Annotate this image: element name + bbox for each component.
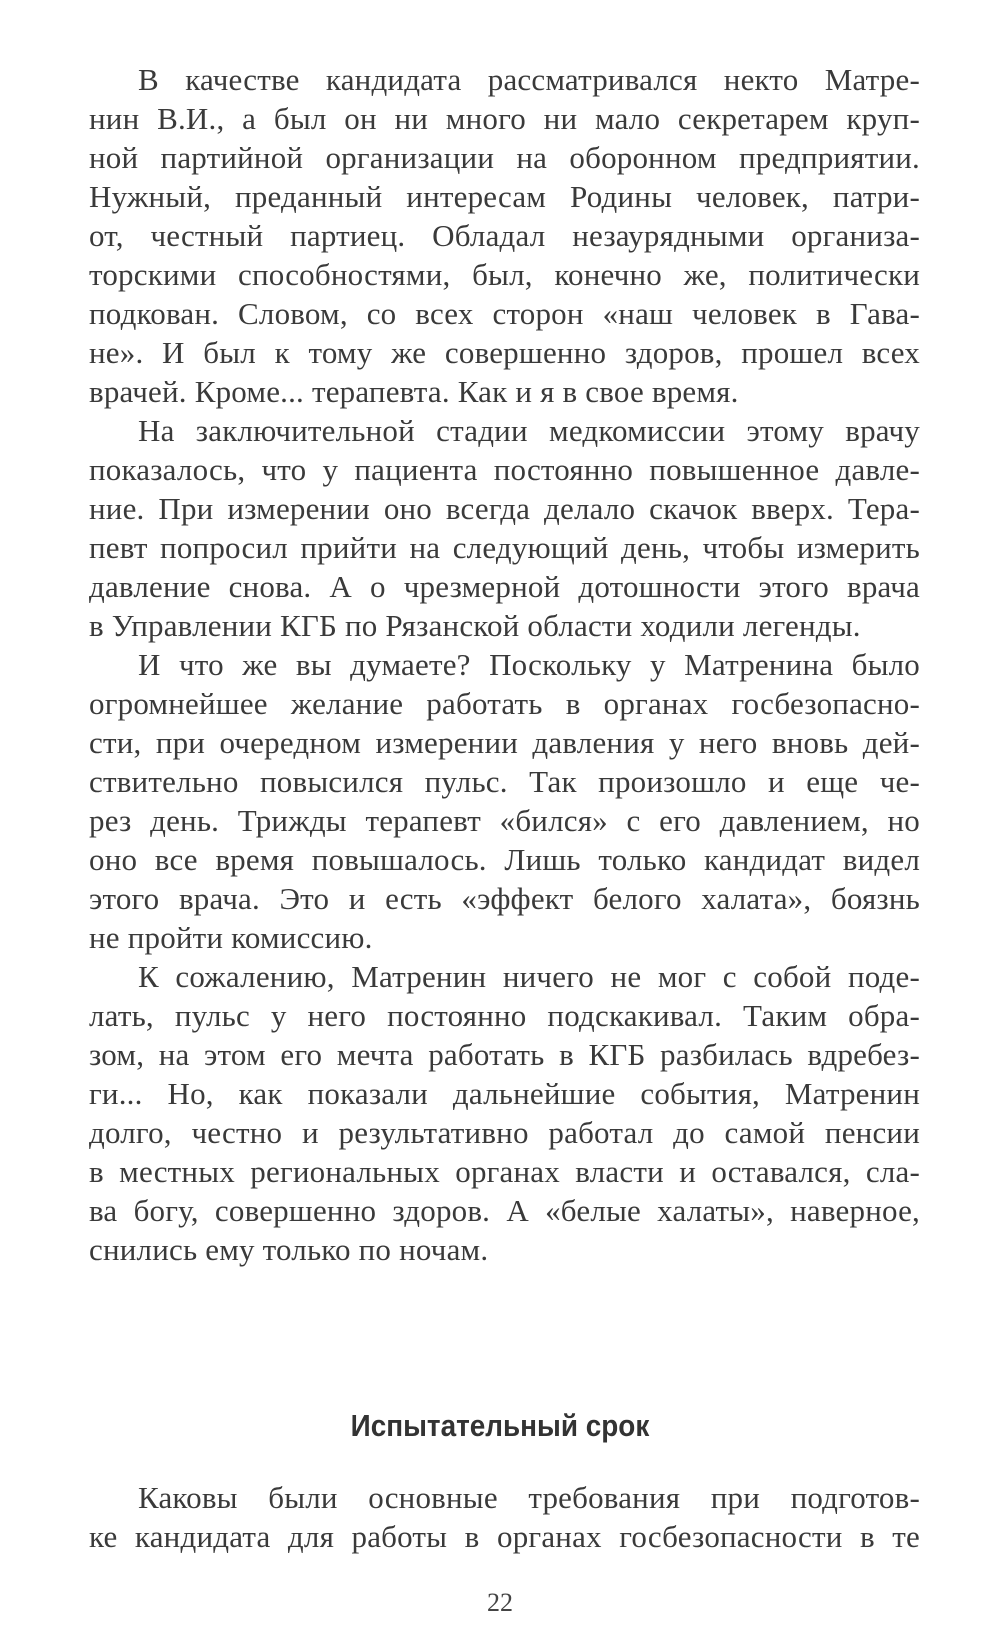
text-line: И что же вы думаете? Поскольку у Матренина было: [138, 647, 920, 682]
text-line: не пройти комиссию.: [89, 920, 373, 955]
text-line: долго, честно и результативно работал до самой пенсии: [89, 1115, 920, 1150]
text-line: ва богу, совершенно здоров. А «белые халаты», наверное,: [89, 1193, 920, 1228]
text-line: огромнейшее желание работать в органах госбезопасно-: [89, 686, 920, 721]
text-line: оно все время повышалось. Лишь только кандидат видел: [89, 842, 920, 877]
text-line: в местных региональных органах власти и оставался, сла-: [89, 1154, 920, 1189]
text-line: давление снова. А о чрезмерной дотошности этого врача: [89, 569, 920, 604]
text-line: врачей. Кроме... терапевта. Как и я в свое время.: [89, 374, 739, 409]
text-line: этого врача. Это и есть «эффект белого халата», боязнь: [89, 881, 920, 916]
text-line: ной партийной организации на оборонном предприятии.: [89, 140, 920, 175]
text-line: зом, на этом его мечта работать в КГБ разбилась вдребез-: [89, 1037, 920, 1072]
text-line: в Управлении КГБ по Рязанской области ходили легенды.: [89, 608, 861, 643]
text-line: ке кандидата для работы в органах госбезопасности в те: [89, 1519, 920, 1554]
text-line: ствительно повысился пульс. Так произошло и еще че-: [89, 764, 920, 799]
text-line: подкован. Словом, со всех сторон «наш человек в Гава-: [89, 296, 920, 331]
text-line: нин В.И., а был он ни много ни мало секретарем круп-: [89, 101, 920, 136]
text-line: показалось, что у пациента постоянно повышенное давле-: [89, 452, 920, 487]
text-line: В качестве кандидата рассматривался некто Матре-: [138, 62, 920, 97]
text-line: сти, при очередном измерении давления у него вновь дей-: [89, 725, 920, 760]
text-line: лать, пульс у него постоянно подскакивал. Таким обра-: [89, 998, 920, 1033]
text-line: от, честный партиец. Обладал незаурядными организа-: [89, 218, 920, 253]
text-line: Каковы были основные требования при подготов-: [138, 1480, 920, 1515]
text-line: ги... Но, как показали дальнейшие события, Матренин: [89, 1076, 920, 1111]
text-line: К сожалению, Матренин ничего не мог с собой поде-: [138, 959, 920, 994]
text-line: певт попросил прийти на следующий день, чтобы измерить: [89, 530, 920, 565]
text-line: торскими способностями, был, конечно же, политически: [89, 257, 920, 292]
text-line: не». И был к тому же совершенно здоров, прошел всех: [89, 335, 920, 370]
section-heading: Испытательный срок: [350, 1408, 650, 1443]
text-line: Нужный, преданный интересам Родины человек, патри-: [89, 179, 920, 214]
text-line: рез день. Трижды терапевт «бился» с его давлением, но: [89, 803, 920, 838]
text-line: ние. При измерении оно всегда делало скачок вверх. Тера-: [89, 491, 920, 526]
text-line: На заключительной стадии медкомиссии этому врачу: [138, 413, 920, 448]
text-line: снились ему только по ночам.: [89, 1232, 489, 1267]
page-number: 22: [487, 1588, 513, 1617]
